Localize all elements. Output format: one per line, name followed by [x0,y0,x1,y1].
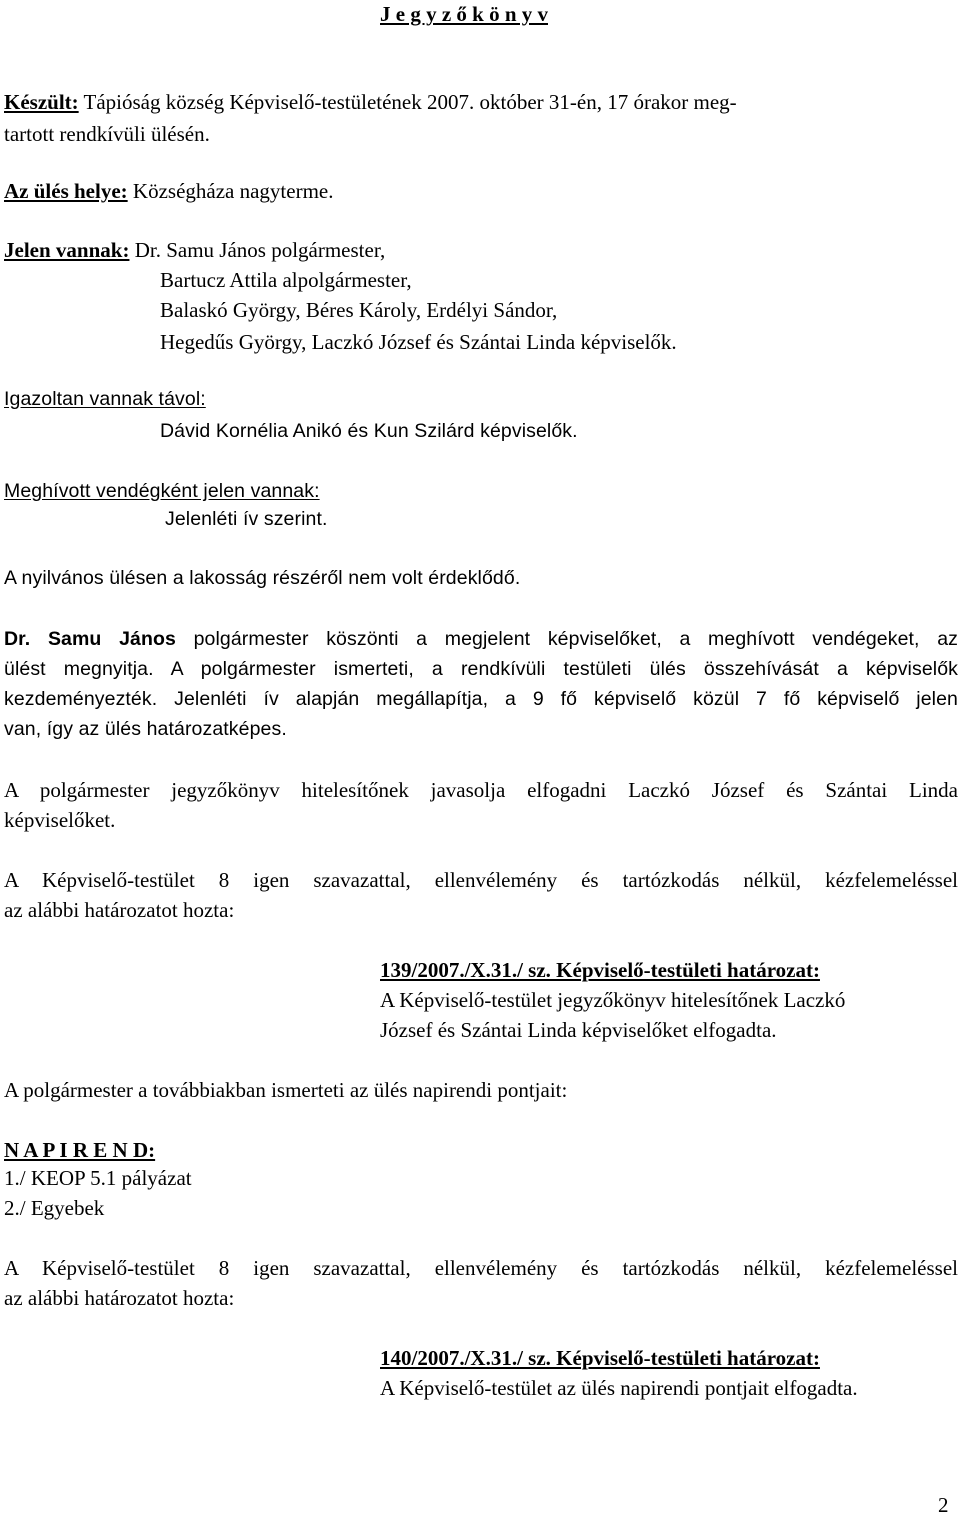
page-number: 2 [938,1493,949,1517]
opening-line-2: ülést megnyitja. A polgármester ismerteti, a rendkívüli testületi ülés összehívását a képviselők [4,658,958,680]
opening-line-1 [4,630,958,650]
vendeg-value: Jelenléti ív szerint. [165,508,328,530]
jelen-item-3: Balaskó György, Béres Károly, Erdélyi Sándor, [160,298,558,322]
javasol-line-2: képviselőket. [4,808,116,832]
document-title: J e g y z ő k ö n y v [380,2,548,26]
jelen-item-4: Hegedűs György, Laczkó József és Szántai Linda képviselők. [160,330,677,354]
napirend-item-1: 1./ KEOP 5.1 pályázat [4,1166,192,1190]
napirend-item-2: 2./ Egyebek [4,1196,105,1220]
opening-line-4: van, így az ülés határozatképes. [4,718,287,740]
javasol-line-1: A polgármester jegyzőkönyv hitelesítőnek javasolja elfogadni Laczkó József és Szántai Linda [4,778,958,802]
opening-line-3: kezdeményezték. Jelenléti ív alapján megállapítja, a 9 fő képviselő közül 7 fő képviselő jelen [4,688,958,710]
helye-value: Községháza nagyterme. [132,179,334,203]
helye-label: Az ülés helye: [4,179,128,203]
tavol-label: Igazoltan vannak távol: [4,388,206,410]
keszult-text-1: Tápióság község Képviselő-testületének 2007. október 31-én, 17 órakor meg- [83,90,737,114]
jelen-label: Jelen vannak: [4,238,130,262]
vote2-line-2: az alábbi határozatot hozta: [4,1286,235,1310]
helye-line [4,181,333,202]
tavol-value: Dávid Kornélia Anikó és Kun Szilárd képviselők. [160,420,578,442]
jelen-item-1: Dr. Samu János polgármester, [134,238,386,262]
vote1-line-1: A Képviselő-testület 8 igen szavazattal, ellenvélemény és tartózkodás nélkül, kézfelemeléssel [4,868,958,892]
opening-line-1-rest: polgármester köszönti a megjelent képviselőket, a meghívott vendégeket, az [193,628,958,650]
lakossag-text: A nyilvános ülésen a lakosság részéről nem volt érdeklődő. [4,567,521,589]
keszult-line-1 [4,92,737,113]
mayor-name: Dr. Samu János [4,628,176,650]
resolution2-line-1: A Képviselő-testület az ülés napirendi pontjait elfogadta. [380,1376,858,1400]
vendeg-label: Meghívott vendégként jelen vannak: [4,480,320,502]
resolution2-heading: 140/2007./X.31./ sz. Képviselő-testületi határozat: [380,1346,820,1370]
resolution1-heading: 139/2007./X.31./ sz. Képviselő-testületi határozat: [380,958,820,982]
resolution1-line-2: József és Szántai Linda képviselőket elfogadta. [380,1018,777,1042]
vote1-line-2: az alábbi határozatot hozta: [4,898,235,922]
resolution1-line-1: A Képviselő-testület jegyzőkönyv hitelesítőnek Laczkó [380,988,846,1012]
napirend-heading: N A P I R E N D: [4,1138,156,1162]
keszult-label: Készült: [4,90,79,114]
vote2-line-1: A Képviselő-testület 8 igen szavazattal, ellenvélemény és tartózkodás nélkül, kézfelemeléssel [4,1256,958,1280]
napirend-intro: A polgármester a továbbiakban ismerteti az ülés napirendi pontjait: [4,1078,568,1102]
keszult-text-2: tartott rendkívüli ülésén. [4,122,210,146]
jelen-item-2: Bartucz Attila alpolgármester, [160,268,412,292]
jelen-line-1 [4,240,385,261]
